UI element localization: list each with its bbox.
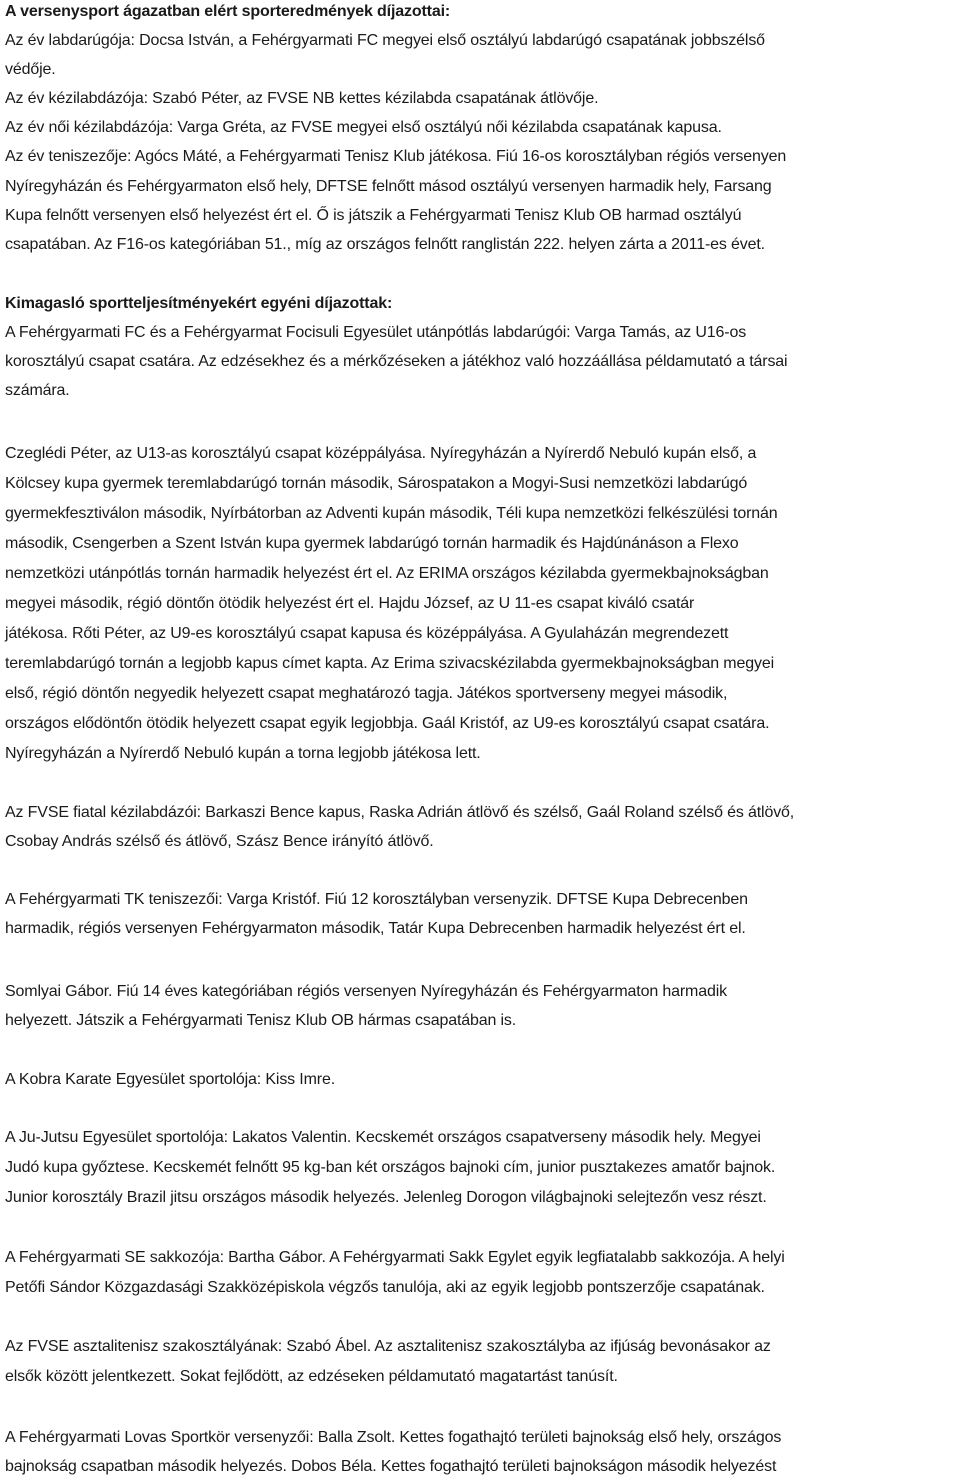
text-line: bajnokság csapatban második helyezés. Dobos Béla. Kettes fogathajtó területi bajnokságon második helyezést (5, 1458, 777, 1475)
text-line: A Fehérgyarmati TK teniszezői: Varga Kristóf. Fiú 12 korosztályban versenyzik. DFTSE Kupa Debrecenben (5, 891, 748, 908)
text-line: Az év teniszezője: Agócs Máté, a Fehérgyarmati Tenisz Klub játékosa. Fiú 16-os korosztályban régiós versenyen (5, 148, 787, 165)
text-line: csapatában. Az F16-os kategóriában 51., míg az országos felnőtt ranglistán 222. helyen zárta a 2011-es évet. (5, 236, 765, 253)
text-line: A Kobra Karate Egyesület sportolója: Kiss Imre. (5, 1071, 336, 1088)
text-line: Csobay András szélső és átlövő, Szász Bence irányító átlövő. (5, 833, 434, 850)
text-line: Kupa felnőtt versenyen első helyezést ért el. Ő is játszik a Fehérgyarmati Tenisz Klub OB harmad osztályú (5, 207, 742, 224)
text-line: A Fehérgyarmati FC és a Fehérgyarmat Focisuli Egyesület utánpótlás labdarúgói: Varga Tamás, az U16-os (5, 324, 747, 341)
text-line: nemzetközi utánpótlás tornán harmadik helyezést ért el. Az ERIMA országos kézilabda gyermekbajnokságban (5, 565, 769, 582)
text-line: harmadik, régiós versenyen Fehérgyarmaton második, Tatár Kupa Debrecenben harmadik helyezést ért el. (5, 920, 746, 937)
text-line: Az év női kézilabdázója: Varga Gréta, az FVSE megyei első osztályú női kézilabda csapatának kapusa. (5, 119, 722, 136)
text-line: Junior korosztály Brazil jitsu országos második helyezés. Jelenleg Dorogon világbajnoki selejtezőn vesz részt. (5, 1189, 767, 1206)
text-line: játékosa. Rőti Péter, az U9-es korosztályú csapat kapusa és középpályása. A Gyulaházán megrendezett (5, 625, 729, 642)
text-line: országos elődöntőn ötödik helyezett csapat egyik legjobbja. Gaál Kristóf, az U9-es korosztályú csapat csatára. (5, 715, 770, 732)
text-line: első, régió döntőn negyedik helyezett csapat meghatározó tagja. Játékos sportverseny megyei második, (5, 685, 728, 702)
text-line: Petőfi Sándor Közgazdasági Szakközépiskola végzős tanulója, aki az egyik legjobb pontszerzője csapatának. (5, 1279, 765, 1296)
text-line: A Fehérgyarmati SE sakkozója: Bartha Gábor. A Fehérgyarmati Sakk Egylet egyik legfiatalabb sakkozója. A helyi (5, 1249, 785, 1266)
text-line: korosztályú csapat csatára. Az edzésekhez és a mérkőzéseken a játékhoz való hozzáállása példamutató a társai (5, 353, 788, 370)
text-line: Az FVSE asztalitenisz szakosztályának: Szabó Ábel. Az asztalitenisz szakosztályba az ifjúság bevonásakor az (5, 1338, 771, 1355)
text-line: A Fehérgyarmati Lovas Sportkör versenyzői: Balla Zsolt. Kettes fogathajtó területi bajnokság első hely, országos (5, 1429, 782, 1446)
text-line: helyezett. Játszik a Fehérgyarmati Tenisz Klub OB hármas csapatában is. (5, 1012, 517, 1029)
text-line: A Ju-Jutsu Egyesület sportolója: Lakatos Valentin. Kecskemét országos csapatverseny második hely. Megyei (5, 1129, 761, 1146)
text-line: Nyíregyházán és Fehérgyarmaton első hely, DFTSE felnőtt másod osztályú versenyen harmadik hely, Farsang (5, 178, 772, 195)
text-line: Az év labdarúgója: Docsa István, a Fehérgyarmati FC megyei első osztályú labdarúgó csapatának jobbszélső (5, 32, 765, 49)
text-line: gyermekfesztiválon második, Nyírbátorban az Adventi kupán második, Téli kupa nemzetközi felkészülési tornán (5, 505, 778, 522)
text-line: Somlyai Gábor. Fiú 14 éves kategóriában régiós versenyen Nyíregyházán és Fehérgyarmaton harmadik (5, 983, 727, 1000)
text-line: Kölcsey kupa gyermek teremlabdarúgó tornán második, Sárospatakon a Mogyi-Susi nemzetközi labdarúgó (5, 475, 748, 492)
text-line: elsők között jelentkezett. Sokat fejlődött, az edzéseken példamutató magatartást tanúsít. (5, 1368, 618, 1385)
text-line: Czeglédi Péter, az U13-as korosztályú csapat középpályása. Nyíregyházán a Nyírerdő Nebuló kupán első, a (5, 445, 757, 462)
section-heading-individual-awards: Kimagasló sportteljesítményekért egyéni díjazottak: (5, 295, 393, 312)
text-line: teremlabdarúgó tornán a legjobb kapus címet kapta. Az Erima szivacskézilabda gyermekbajnokságban megyei (5, 655, 774, 672)
text-line: Nyíregyházán a Nyírerdő Nebuló kupán a torna legjobb játékosa lett. (5, 745, 481, 762)
text-line: Judó kupa győztese. Kecskemét felnőtt 95 kg-ban két országos bajnoki cím, junior pusztakezes amatőr bajnok. (5, 1159, 776, 1176)
text-line: számára. (5, 382, 70, 399)
text-line: második, Csengerben a Szent István kupa gyermek labdarúgó tornán harmadik és Hajdúnánáson a Flexo (5, 535, 739, 552)
text-line: Az FVSE fiatal kézilabdázói: Barkaszi Bence kapus, Raska Adrián átlövő és szélső, Gaál Roland szélső és átlövő, (5, 804, 795, 821)
section-heading-competitive-sports: A versenysport ágazatban elért sporteredmények díjazottai: (5, 3, 451, 20)
text-line: megyei második, régió döntőn ötödik helyezést ért el. Hajdu József, az U 11-es csapat kiváló csatár (5, 595, 695, 612)
text-line: Az év kézilabdázója: Szabó Péter, az FVSE NB kettes kézilabda csapatának átlövője. (5, 90, 599, 107)
text-line: védője. (5, 61, 56, 78)
